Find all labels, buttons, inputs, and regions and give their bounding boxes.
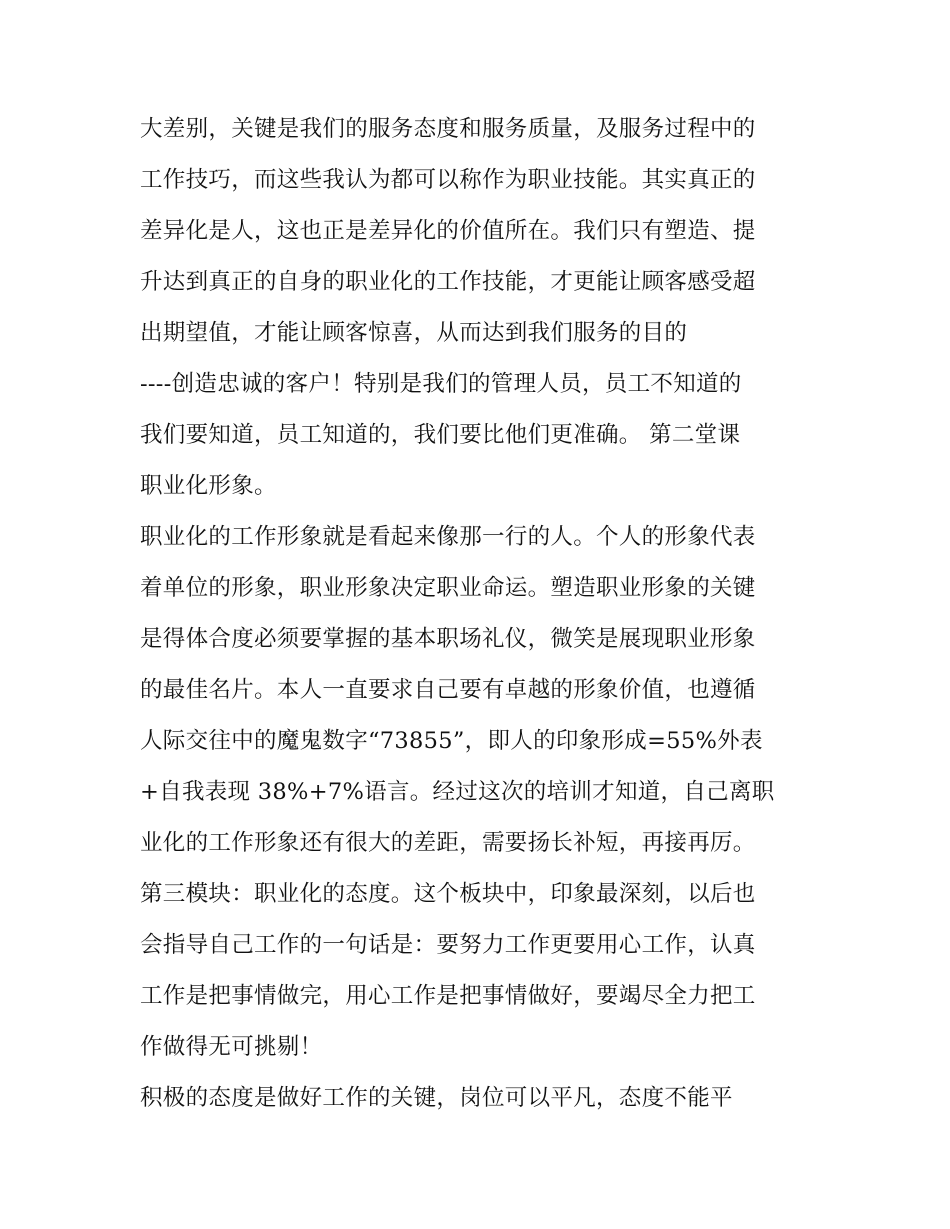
text-line-6: ----创造忠诚的客户！特别是我们的管理人员，员工不知道的 bbox=[140, 371, 742, 397]
text-line-3: 差异化是人，这也正是差异化的价值所在。我们只有塑造、提 bbox=[140, 218, 756, 244]
text-line-11: 是得体合度必须要掌握的基本职场礼仪，微笑是展现职业形象 bbox=[140, 626, 756, 652]
text-line-7: 我们要知道，员工知道的，我们要比他们更准确。 第二堂课 bbox=[140, 422, 741, 448]
text-line-12: 的最佳名片。本人一直要求自己要有卓越的形象价值，也遵循 bbox=[140, 677, 756, 703]
text-line-4: 升达到真正的自身的职业化的工作技能，才更能让顾客感受超 bbox=[140, 269, 756, 295]
text-line-15: 业化的工作形象还有很大的差距，需要扬长补短，再接再厉。 bbox=[140, 830, 756, 856]
text-line-13: 人际交往中的魔鬼数字“73855”，即人的印象形成=55%外表 bbox=[140, 728, 763, 754]
text-line-20: 积极的态度是做好工作的关键，岗位可以平凡，态度不能平 bbox=[140, 1085, 733, 1111]
text-line-1: 大差别，关键是我们的服务态度和服务质量，及服务过程中的 bbox=[140, 116, 756, 142]
text-line-10: 着单位的形象，职业形象决定职业命运。塑造职业形象的关键 bbox=[140, 575, 756, 601]
text-line-5: 出期望值，才能让顾客惊喜，从而达到我们服务的目的 bbox=[140, 320, 688, 346]
text-line-2: 工作技巧，而这些我认为都可以称作为职业技能。其实真正的 bbox=[140, 167, 756, 193]
text-line-18: 工作是把事情做完，用心工作是把事情做好，要竭尽全力把工 bbox=[140, 983, 756, 1009]
text-line-19: 作做得无可挑剔！ bbox=[140, 1034, 323, 1060]
text-line-9: 职业化的工作形象就是看起来像那一行的人。个人的形象代表 bbox=[140, 524, 756, 550]
text-line-8: 职业化形象。 bbox=[140, 473, 277, 499]
text-line-17: 会指导自己工作的一句话是：要努力工作更要用心工作，认真 bbox=[140, 932, 756, 958]
text-line-16: 第三模块：职业化的态度。这个板块中，印象最深刻，以后也 bbox=[140, 881, 756, 907]
text-line-14: +自我表现 38%+7%语言。经过这次的培训才知道，自己离职 bbox=[140, 779, 775, 805]
document-page bbox=[140, 104, 820, 1124]
